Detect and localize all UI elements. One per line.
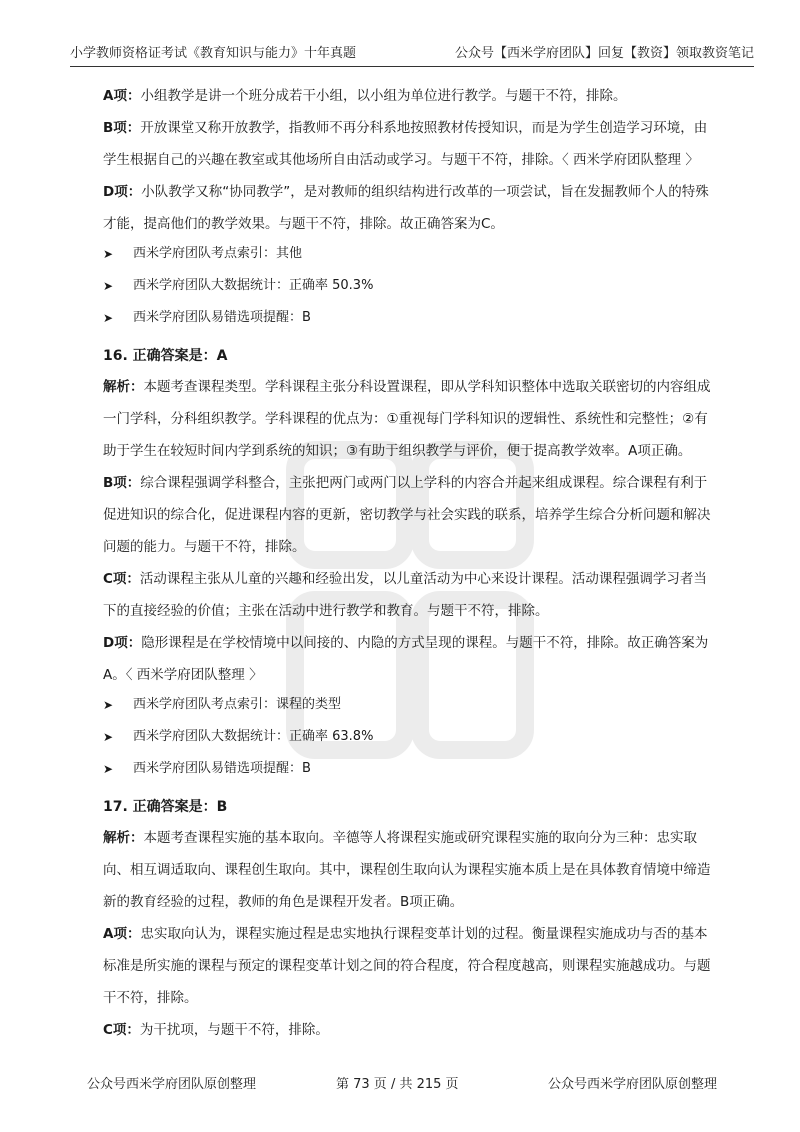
header-right: 公众号【西米学府团队】回复【教资】领取教资笔记 [454,46,754,61]
q16-option-c [103,563,718,627]
q15-bullet-3 [103,307,311,329]
arrow-bullet-icon: ➤ [103,279,114,293]
bullet-text: 西米学府团队大数据统计：正确率 50.3% [133,278,374,293]
bullet-text: 西米学府团队大数据统计：正确率 63.8% [133,729,374,744]
bullet-text: 西米学府团队易错选项提醒：B [133,761,311,776]
q16-option-b [103,467,718,563]
analysis-text: 本题考查课程类型。学科课程主张分科设置课程，即从学科知识整体中选取关联密切的内容组成一门学科，分科组织教学。学科课程的优点为：①重视每门学科知识的逻辑性、系统性和完整性；②有助于学生在较短时间内学到系统的知识；③有助于组织教学与评价，便于提高教学效率。A项正确。 [103,379,711,459]
analysis-text: 本题考查课程实施的基本取向。辛德等人将课程实施或研究课程实施的取向分为三种：忠实取向、相互调适取向、课程创生取向。其中，课程创生取向认为课程实施本质上是在具体教育情境中缔造新的教育经验的过程，教师的角色是课程开发者。B项正确。 [103,830,711,910]
footer-left: 公众号西米学府团队原创整理 [87,1077,257,1092]
option-text: 开放课堂又称开放教学，指教师不再分科系地按照教材传授知识，而是为学生创造学习环境，由学生根据自己的兴趣在教室或其他场所自由活动或学习。与题干不符，排除。〈 西米学府团队整理 〉 [103,120,708,168]
footer-right: 公众号西米学府团队原创整理 [548,1077,718,1092]
q15-option-b [103,112,718,176]
option-text: 忠实取向认为，课程实施过程是忠实地执行课程变革计划的过程。衡量课程实施成功与否的基本标准是所实施的课程与预定的课程变革计划之间的符合程度，符合程度越高，则课程实施越成功。与题干不符，排除。 [103,926,711,1006]
option-label: D项： [103,184,142,200]
q15-option-a [103,80,718,112]
option-label: D项： [103,635,142,651]
option-label: B项： [103,475,141,491]
header-left: 小学教师资格证考试《教育知识与能力》十年真题 [70,46,357,61]
arrow-bullet-icon: ➤ [103,311,114,325]
bullet-text: 西米学府团队考点索引：课程的类型 [133,697,342,712]
option-text: 活动课程主张从儿童的兴趣和经验出发，以儿童活动为中心来设计课程。活动课程强调学习者当下的直接经验的价值；主张在活动中进行教学和教育。与题干不符，排除。 [103,571,707,619]
option-label: A项： [103,88,141,104]
q15-bullet-2 [103,275,373,297]
header-divider [70,66,754,67]
option-label: B项： [103,120,141,136]
q17-option-c [103,1014,718,1046]
q16-bullet-1 [103,694,341,716]
bullet-text: 西米学府团队易错选项提醒：B [133,310,311,325]
option-label: C项： [103,1022,140,1038]
option-text: 小组教学是讲一个班分成若干小组，以小组为单位进行教学。与题干不符，排除。 [140,88,627,104]
q17-option-a [103,918,718,1014]
q16-bullet-2 [103,726,373,748]
arrow-bullet-icon: ➤ [103,730,114,744]
option-label: A项： [103,926,141,942]
page-header [70,42,754,61]
q17-heading: 17. 正确答案是：B [103,799,228,815]
option-label: C项： [103,571,140,587]
option-text: 隐形课程是在学校情境中以间接的、内隐的方式呈现的课程。与题干不符，排除。故正确答案为A。〈 西米学府团队整理 〉 [103,635,709,683]
option-text: 综合课程强调学科整合，主张把两门或两门以上学科的内容合并起来组成课程。综合课程有利于促进知识的综合化，促进课程内容的更新，密切教学与社会实践的联系，培养学生综合分析问题和解决问题的能力。与题干不符，排除。 [103,475,711,555]
bullet-text: 西米学府团队考点索引：其他 [133,246,303,261]
q16-option-d [103,627,718,691]
arrow-bullet-icon: ➤ [103,247,114,261]
q16-analysis [103,371,718,467]
q16-bullet-3 [103,758,311,780]
analysis-label: 解析： [103,379,144,395]
q15-option-d [103,176,718,240]
option-text: 小队教学又称“协同教学”，是对教师的组织结构进行改革的一项尝试，旨在发掘教师个人的特殊才能，提高他们的教学效果。与题干不符，排除。故正确答案为C。 [103,184,709,232]
arrow-bullet-icon: ➤ [103,698,114,712]
page-number: 第 73 页 / 共 215 页 [336,1077,459,1092]
arrow-bullet-icon: ➤ [103,762,114,776]
q17-analysis [103,822,718,918]
option-text: 为干扰项，与题干不符，排除。 [139,1022,329,1038]
q15-bullet-1 [103,243,302,265]
analysis-label: 解析： [103,830,144,846]
q16-heading: 16. 正确答案是：A [103,348,228,364]
